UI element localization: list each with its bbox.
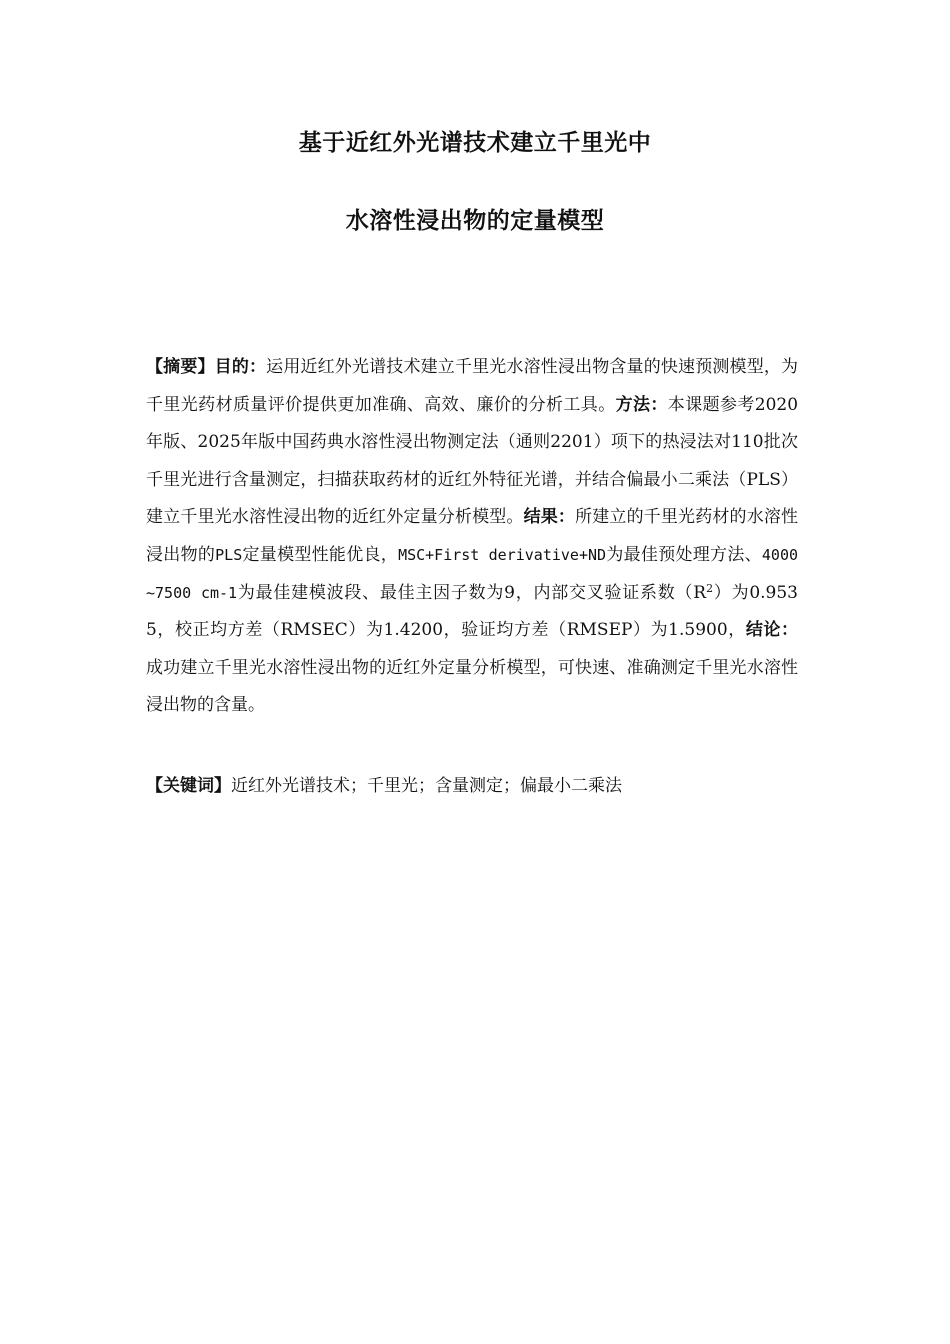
- methods-text: 本课题参考2020年版、2025年版中国药典水溶性浸出物测定法（通则2201）项下的热浸法对110批次千里光进行含量测定，扫描获取药材的近红外特征光谱，并结合偏最小二乘法（PLS）建立千里光水溶性浸出物的近红外定量分析模型。: [146, 394, 799, 528]
- results-text: ，验证均方差（RMSEP）为: [443, 620, 669, 641]
- results-wave-band: 4000~7500 cm-1: [146, 545, 799, 602]
- paper-title-line-1: 基于近红外光谱技术建立千里光中: [298, 130, 652, 156]
- methods-label: 方法：: [615, 394, 668, 415]
- conclusion-label: 结论：: [745, 620, 798, 641]
- results-r-superscript: 2: [706, 581, 714, 595]
- results-rmsep-value: 1.5900: [668, 620, 728, 641]
- results-preprocess-method: MSC+First derivative+ND: [398, 545, 607, 564]
- results-text: ，: [727, 620, 746, 641]
- results-text: 定量模型性能优良，: [242, 544, 399, 565]
- objective-text: 运用近红外光谱技术建立千里光水溶性浸出物含量的快速预测模型，为千里光药材质量评价提供更加准确、高效、廉价的分析工具。: [146, 357, 799, 415]
- results-rmsec-value: 1.4200: [383, 620, 444, 641]
- keywords-label: 【关键词】: [146, 776, 231, 796]
- keywords-paragraph: [146, 770, 798, 802]
- results-pls: PLS: [215, 545, 243, 564]
- results-text: ，校正均方差（RMSEC）为: [156, 620, 384, 641]
- results-text: ，内部交叉验证系数（R: [514, 582, 707, 603]
- results-text: 所建立的千里光药材的水溶性浸出物的: [146, 507, 799, 565]
- abstract-label: 【摘要】: [146, 357, 215, 377]
- conclusion-text: 成功建立千里光水溶性浸出物的近红外定量分析模型，可快速、准确测定千里光水溶性浸出物的含量。: [146, 657, 798, 716]
- results-text: 为最佳建模波段、最佳主因子数为: [237, 582, 505, 603]
- results-label: 结果：: [523, 507, 576, 528]
- keywords-text: 近红外光谱技术；千里光；含量测定；偏最小二乘法: [231, 776, 622, 796]
- objective-label: 目的：: [214, 357, 267, 377]
- results-text: 为最佳预处理方法、: [606, 544, 762, 565]
- results-text: ）为: [713, 582, 750, 603]
- abstract-paragraph: [146, 349, 798, 725]
- paper-title-line-2: 水溶性浸出物的定量模型: [345, 208, 605, 234]
- results-factor-count: 9: [504, 582, 515, 603]
- results-r2-value: 0.9535: [146, 582, 798, 641]
